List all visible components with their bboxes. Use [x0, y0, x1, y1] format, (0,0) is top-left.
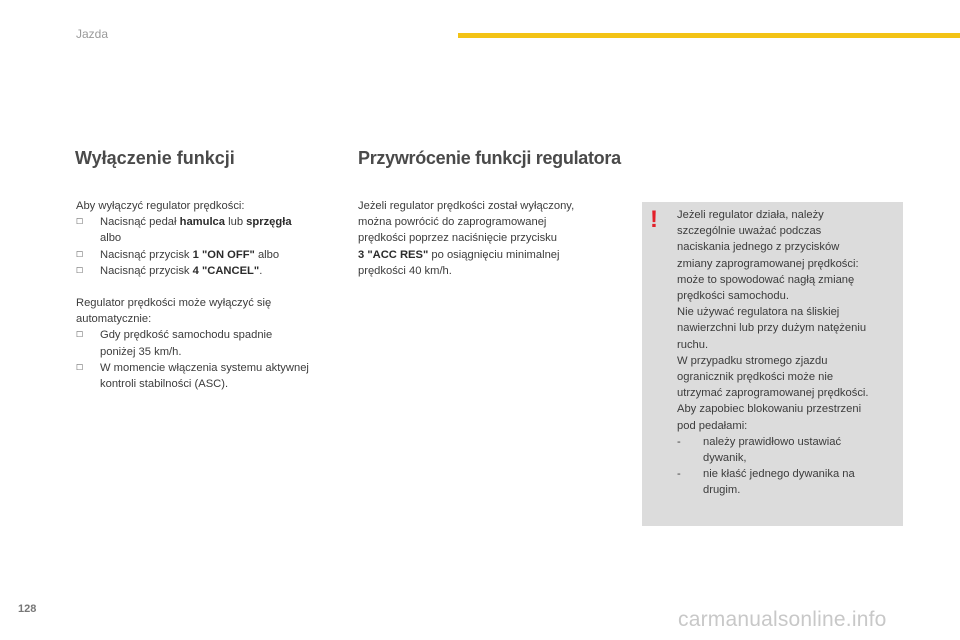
auto-intro-line: Regulator prędkości może wyłączyć się [76, 297, 272, 310]
warning-line: może to spowodować nagłą zmianę [677, 273, 855, 286]
warning-line: W przypadku stromego zjazdu [677, 354, 828, 367]
watermark: carmanualsonline.info [678, 608, 887, 631]
warning-line: szczególnie uważać podczas [677, 225, 822, 238]
middle-section-title: Przywrócenie funkcji regulatora [358, 148, 621, 168]
middle-line: Jeżeli regulator prędkości został wyłączony, [358, 200, 575, 212]
warning-line: pod pedałami: [677, 419, 748, 432]
warning-line: nawierzchni lub przy dużym natężeniu [677, 322, 867, 335]
checkbox-square-icon: ☐ [76, 249, 84, 259]
checkbox-square-icon: ☐ [76, 362, 84, 372]
warning-line: naciskania jednego z przycisków [677, 241, 840, 254]
warning-line: zmiany zaprogramowanej prędkości: [677, 257, 859, 270]
warning-line: Nie używać regulatora na śliskiej [677, 306, 840, 319]
exclamation-icon: ! [650, 206, 658, 233]
left-intro: Aby wyłączyć regulator prędkości: [76, 200, 245, 212]
list-item: ☐ W momencie włączenia systemu aktywnej kontroli stabilności (ASC). [76, 361, 309, 391]
middle-line: można powrócić do zaprogramowanej [358, 216, 547, 229]
left-section-title: Wyłączenie funkcji [75, 148, 235, 168]
list-item: ☐ Gdy prędkość samochodu spadnie poniżej 35 km/h. [76, 329, 273, 358]
middle-line: prędkości poprzez naciśnięcie przycisku [358, 232, 557, 245]
left-column [76, 198, 346, 392]
checkbox-square-icon: ☐ [76, 330, 84, 340]
warning-line: prędkości samochodu. [677, 290, 789, 303]
warning-line: Jeżeli regulator działa, należy [677, 209, 824, 221]
section-header: Jazda [76, 27, 109, 41]
page-number: 128 [18, 603, 37, 615]
list-item: - nie kłaść jednego dywanika na drugim. [677, 468, 855, 497]
middle-column [358, 198, 623, 279]
list-item-alt: albo [100, 232, 122, 245]
auto-intro-line: automatycznie: [76, 313, 152, 326]
list-item: ☐ Nacisnąć pedał hamulca lub sprzęgła [76, 214, 346, 230]
middle-line: prędkości 40 km/h. [358, 264, 452, 277]
list-item: ☐ Nacisnąć przycisk 4 "CANCEL". [76, 263, 346, 279]
warning-text [677, 207, 899, 499]
warning-line: utrzymać zaprogramowanej prędkości. [677, 387, 869, 400]
middle-line: 3 "ACC RES" po osiągnięciu minimalnej [358, 248, 560, 261]
warning-line: Aby zapobiec blokowaniu przestrzeni [677, 403, 862, 416]
list-item: - należy prawidłowo ustawiać dywanik, [677, 435, 842, 465]
list-item: ☐ Nacisnąć przycisk 1 "ON OFF" albo [76, 247, 346, 263]
warning-line: ruchu. [677, 338, 709, 351]
warning-line: ogranicznik prędkości może nie [677, 371, 834, 384]
checkbox-square-icon: ☐ [76, 217, 84, 227]
checkbox-square-icon: ☐ [76, 265, 84, 275]
header-accent-bar [458, 33, 960, 38]
